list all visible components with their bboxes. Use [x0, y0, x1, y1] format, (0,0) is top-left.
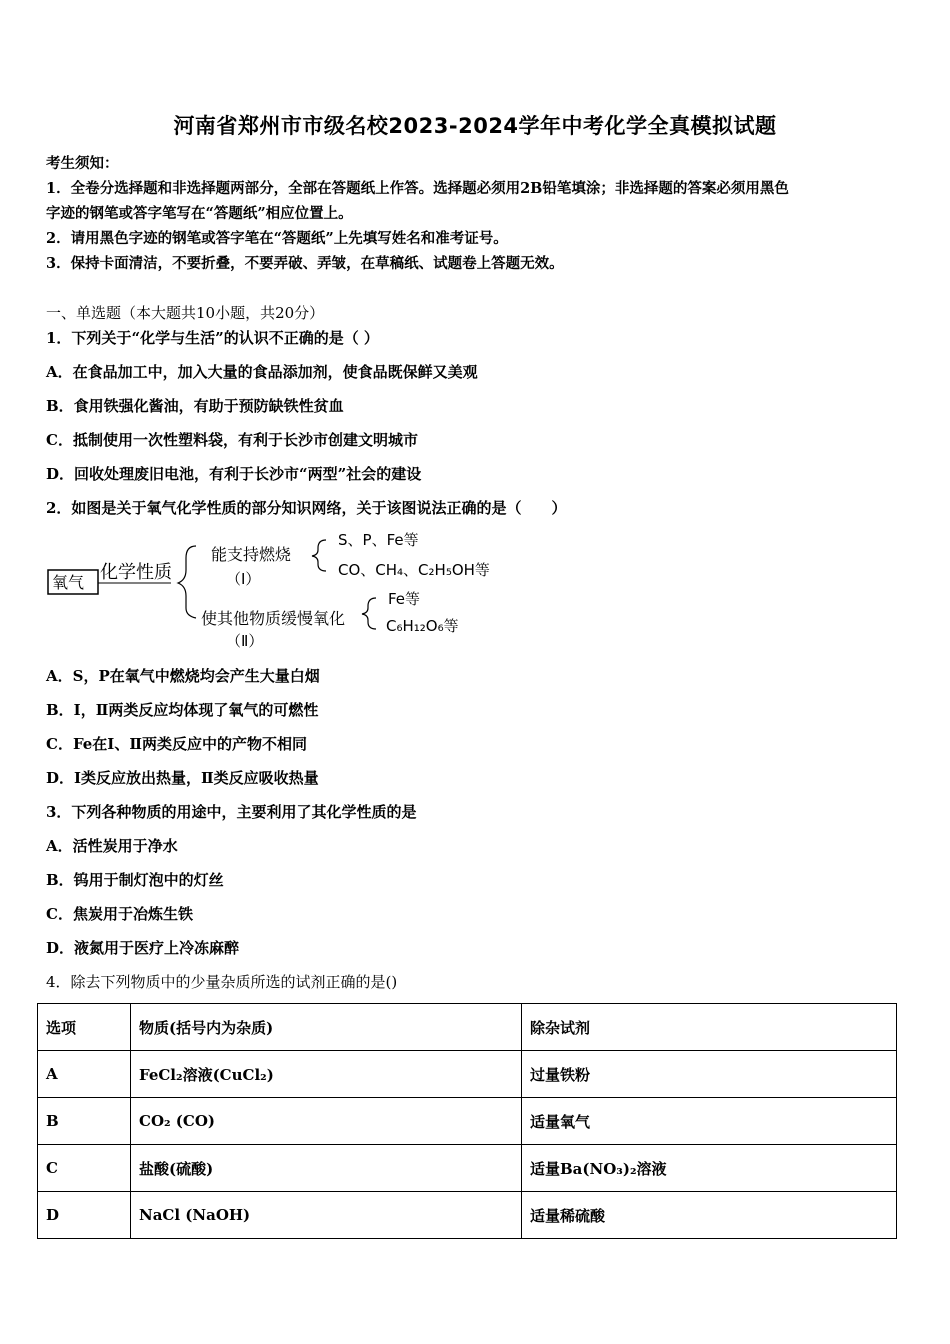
- branch1-brace: [312, 540, 326, 571]
- table-header: 物质(括号内为杂质): [131, 1004, 522, 1051]
- branch1-item: CO、CH₄、C₂H₅OH等: [338, 561, 490, 579]
- notice-line: 1．全卷分选择题和非选择题两部分，全部在答题纸上作答。选择题必须用2B铅笔填涂；非选择题的答案必须用黑色: [46, 180, 789, 197]
- table-cell: 盐酸(硫酸): [131, 1145, 522, 1192]
- table-cell: FeCl₂溶液(CuCl₂): [131, 1051, 522, 1098]
- notice-heading: 考生须知：: [46, 155, 119, 172]
- branch2-item: Fe等: [388, 590, 421, 608]
- table-cell: 适量稀硫酸: [522, 1192, 897, 1239]
- table-cell: 适量Ba(NO₃)₂溶液: [522, 1145, 897, 1192]
- oxygen-knowledge-diagram: [46, 528, 516, 653]
- option-c: C．Fe在Ⅰ、Ⅱ两类反应中的产物不相同: [46, 735, 307, 753]
- branch2-label: 使其他物质缓慢氧化: [201, 609, 346, 628]
- branch2-numeral: （Ⅱ）: [226, 632, 264, 650]
- oxygen-label: 氧气: [52, 573, 85, 592]
- impurity-table: [37, 1003, 897, 1239]
- table-row: [38, 1051, 897, 1098]
- option-a: A．S，P在氧气中燃烧均会产生大量白烟: [46, 667, 320, 685]
- table-cell: 适量氧气: [522, 1098, 897, 1145]
- question-stem: 4．除去下列物质中的少量杂质所选的试剂正确的是(): [46, 973, 398, 991]
- notice-line: 3．保持卡面清洁，不要折叠，不要弄破、弄皱，在草稿纸、试题卷上答题无效。: [46, 255, 564, 272]
- branch1-label: 能支持燃烧: [211, 545, 292, 564]
- branch2-item: C₆H₁₂O₆等: [386, 617, 459, 635]
- table-header: 选项: [38, 1004, 131, 1051]
- main-brace: [178, 546, 196, 618]
- option-c: C．焦炭用于冶炼生铁: [46, 905, 193, 923]
- option-c: C．抵制使用一次性塑料袋，有利于长沙市创建文明城市: [46, 431, 418, 449]
- table-header: 除杂试剂: [522, 1004, 897, 1051]
- notice-line: 字迹的钢笔或答字笔写在“答题纸”相应位置上。: [46, 205, 353, 222]
- table-cell: NaCl (NaOH): [131, 1192, 522, 1239]
- table-cell: B: [38, 1098, 131, 1145]
- table-cell: CO₂ (CO): [131, 1098, 522, 1145]
- table-cell: C: [38, 1145, 131, 1192]
- question-stem: 1．下列关于“化学与生活”的认识不正确的是（ ）: [46, 329, 379, 347]
- page-title: 河南省郑州市市级名校2023-2024学年中考化学全真模拟试题: [173, 114, 777, 138]
- question-stem: 2．如图是关于氧气化学性质的部分知识网络，关于该图说法正确的是（ ）: [46, 499, 567, 517]
- option-a: A．活性炭用于净水: [46, 837, 178, 855]
- option-b: B．Ⅰ，Ⅱ两类反应均体现了氧气的可燃性: [46, 701, 319, 719]
- table-row: [38, 1098, 897, 1145]
- option-a: A．在食品加工中，加入大量的食品添加剂，使食品既保鲜又美观: [46, 363, 478, 381]
- option-d: D．液氮用于医疗上冷冻麻醉: [46, 939, 240, 957]
- option-b: B．钨用于制灯泡中的灯丝: [46, 871, 224, 889]
- option-b: B．食用铁强化酱油，有助于预防缺铁性贫血: [46, 397, 344, 415]
- branch2-brace: [362, 598, 376, 629]
- section-heading: 一、单选题（本大题共10小题，共20分）: [46, 304, 325, 322]
- table-row: [38, 1145, 897, 1192]
- branch1-item: S、P、Fe等: [338, 531, 419, 549]
- notice-line: 2．请用黑色字迹的钢笔或答字笔在“答题纸”上先填写姓名和准考证号。: [46, 230, 508, 247]
- table-cell: A: [38, 1051, 131, 1098]
- branch1-numeral: （Ⅰ）: [226, 570, 261, 588]
- chem-property-label: 化学性质: [100, 562, 172, 583]
- table-cell: 过量铁粉: [522, 1051, 897, 1098]
- table-header-row: [38, 1004, 897, 1051]
- question-stem: 3．下列各种物质的用途中，主要利用了其化学性质的是: [46, 803, 417, 821]
- table-cell: D: [38, 1192, 131, 1239]
- option-d: D．Ⅰ类反应放出热量，Ⅱ类反应吸收热量: [46, 769, 319, 787]
- option-d: D．回收处理废旧电池，有利于长沙市“两型”社会的建设: [46, 465, 422, 483]
- table-row: [38, 1192, 897, 1239]
